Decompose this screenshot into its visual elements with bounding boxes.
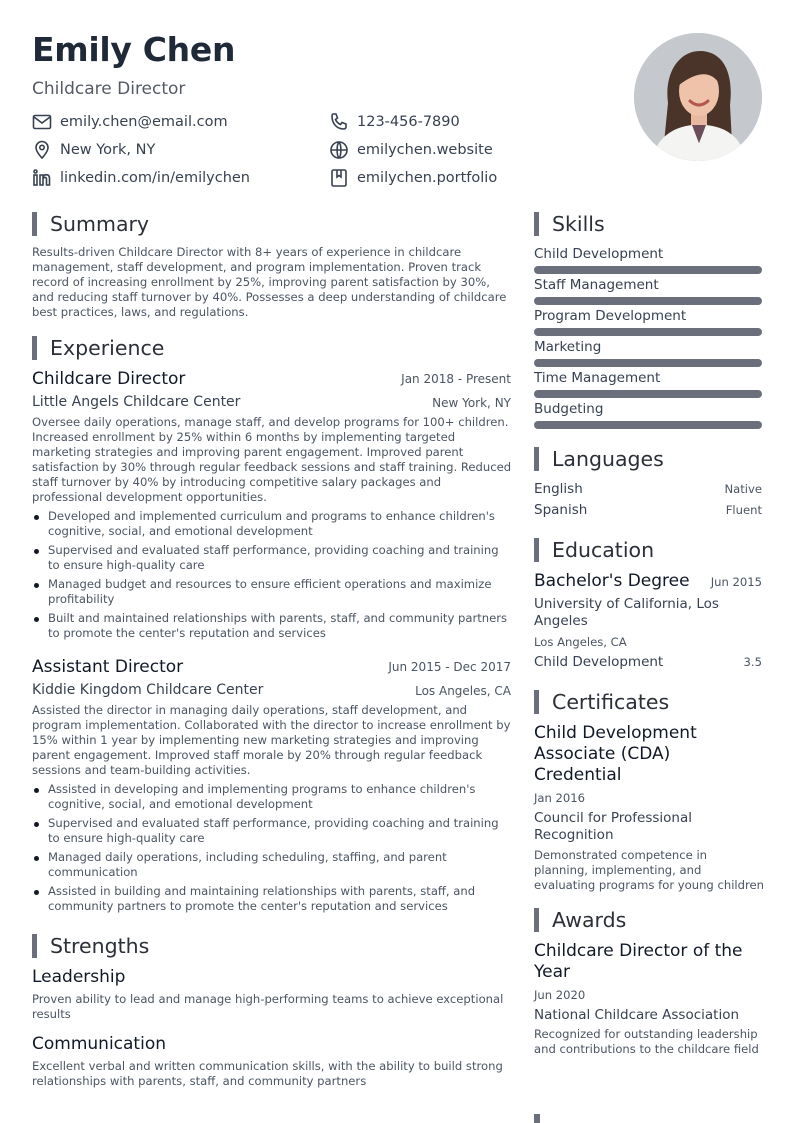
page-break-marker <box>534 1114 540 1123</box>
certificate-description: Demonstrated competence in planning, implementing, and evaluating programs for young children <box>534 848 764 892</box>
award-description: Recognized for outstanding leadership and contributions to the childcare field <box>534 1027 759 1056</box>
heading-accent-bar <box>534 690 539 714</box>
globe-icon <box>329 140 349 160</box>
heading-accent-bar <box>32 934 37 958</box>
summary-text: Results-driven Childcare Director with 8+ years of experience in childcare management, staff development, and program implementation. Proven track record of increasing enrollment by 25%, improving parent satisfaction by 30%, and reducing staff turnover by 40%. Possesses a deep understanding of childcare best practices, laws, and regulations. <box>32 245 507 319</box>
job-location: Los Angeles, CA <box>415 684 511 698</box>
skills-heading: Skills <box>534 212 605 236</box>
certificate-title: Child Development Associate (CDA) Credential <box>534 723 697 785</box>
field-of-study: Child Development <box>534 654 664 670</box>
strength-title: Communication <box>32 1034 166 1054</box>
skill-level-bar <box>534 266 762 274</box>
experience-heading: Experience <box>32 336 164 360</box>
awards-heading: Awards <box>534 908 626 932</box>
contact-linkedin[interactable] <box>32 168 250 188</box>
heading-accent-bar <box>534 908 539 932</box>
profile-photo <box>634 33 762 161</box>
language-level: Native <box>724 482 762 496</box>
job-title: Childcare Director <box>32 369 186 389</box>
linkedin-text: linkedin.com/in/emilychen <box>60 170 250 186</box>
job-title: Assistant Director <box>32 657 184 677</box>
languages-heading: Languages <box>534 447 664 471</box>
map-pin-icon <box>32 140 52 160</box>
heading-accent-bar <box>534 212 539 236</box>
list-item: Built and maintained relationships with parents, staff, and community partners to promote the center's reputation and services <box>32 611 512 641</box>
skill-name: Staff Management <box>534 277 659 293</box>
strength-title: Leadership <box>32 967 126 987</box>
summary-heading: Summary <box>32 212 149 236</box>
skill-name: Marketing <box>534 339 602 355</box>
language-name: English <box>534 481 583 497</box>
job-description: Oversee daily operations, manage staff, and develop programs for 100+ children. Increased enrollment by 25% within 6 months by implementing targeted marketing strategies and improving parent engagement. Improved parent satisfaction by 30% through regular feedback sessions and staff training. Reduced staff turnover by 40% by introducing competitive salary packages and professional development opportunities. <box>32 415 512 504</box>
phone-text: 123-456-7890 <box>357 114 460 130</box>
job-company: Little Angels Childcare Center <box>32 394 241 410</box>
bookmark-icon <box>329 168 349 188</box>
job-description: Assisted the director in managing daily operations, staff development, and program implementation. Collaborated with the director to increase enrollment by 15% within 1 year by implementing new marketing strategies and improving parent engagement. Improved staff morale by 20% through regular feedback sessions and team-building activities. <box>32 703 511 777</box>
strength-text: Excellent verbal and written communication skills, with the ability to build strong relationships with parents, staff, and community partners <box>32 1059 503 1088</box>
list-item: Assisted in building and maintaining relationships with parents, staff, and community partners to promote the center's reputation and services <box>32 884 512 914</box>
skill-name: Time Management <box>534 370 661 386</box>
job-bullets <box>32 509 512 645</box>
skill-name: Child Development <box>534 246 664 262</box>
skill-level-bar <box>534 421 762 429</box>
certificate-issuer: Council for Professional Recognition <box>534 810 692 843</box>
degree-title: Bachelor's Degree <box>534 571 690 591</box>
strength-text: Proven ability to lead and manage high-performing teams to achieve exceptional results <box>32 992 504 1021</box>
list-item: Developed and implemented curriculum and programs to enhance children's cognitive, social, and emotional development <box>32 509 512 539</box>
heading-accent-bar <box>32 336 37 360</box>
language-level: Fluent <box>725 503 762 517</box>
degree-date: Jun 2015 <box>710 575 762 589</box>
gpa: 3.5 <box>743 655 762 669</box>
heading-accent-bar <box>534 447 539 471</box>
mail-icon <box>32 112 52 132</box>
strengths-heading: Strengths <box>32 934 149 958</box>
contact-location <box>32 140 155 160</box>
location-text: New York, NY <box>60 142 156 158</box>
portfolio-text: emilychen.portfolio <box>357 170 498 186</box>
list-item: Supervised and evaluated staff performance, providing coaching and training to ensure high-quality care <box>32 816 512 846</box>
job-location: New York, NY <box>432 396 511 410</box>
language-name: Spanish <box>534 502 588 518</box>
contact-email[interactable] <box>32 112 228 132</box>
school-location: Los Angeles, CA <box>534 635 627 649</box>
job-dates: Jan 2018 - Present <box>401 372 511 386</box>
skill-level-bar <box>534 328 762 336</box>
list-item: Managed budget and resources to ensure efficient operations and maximize profitability <box>32 577 512 607</box>
list-item: Managed daily operations, including scheduling, staffing, and parent communication <box>32 850 512 880</box>
list-item: Assisted in developing and implementing programs to enhance children's cognitive, social, and emotional development <box>32 782 512 812</box>
candidate-name: Emily Chen <box>32 30 236 69</box>
certificates-heading: Certificates <box>534 690 669 714</box>
website-text: emilychen.website <box>357 142 493 158</box>
candidate-title: Childcare Director <box>32 79 186 99</box>
school-name: University of California, Los Angeles <box>534 596 719 629</box>
heading-accent-bar <box>534 538 539 562</box>
skill-level-bar <box>534 297 762 305</box>
list-item: Supervised and evaluated staff performance, providing coaching and training to ensure high-quality care <box>32 543 512 573</box>
job-bullets <box>32 782 512 918</box>
phone-icon <box>329 112 349 132</box>
job-dates: Jun 2015 - Dec 2017 <box>388 660 511 674</box>
skill-level-bar <box>534 359 762 367</box>
email-text: emily.chen@email.com <box>60 114 228 130</box>
award-issuer: National Childcare Association <box>534 1007 740 1023</box>
job-company: Kiddie Kingdom Childcare Center <box>32 682 264 698</box>
linkedin-icon <box>32 168 52 188</box>
skill-level-bar <box>534 390 762 398</box>
award-title: Childcare Director of the Year <box>534 941 743 982</box>
contact-website[interactable] <box>329 140 493 160</box>
award-date: Jun 2020 <box>534 988 586 1002</box>
skill-name: Program Development <box>534 308 687 324</box>
resume-header <box>32 30 632 99</box>
skill-name: Budgeting <box>534 401 604 417</box>
contact-portfolio[interactable] <box>329 168 497 188</box>
education-heading: Education <box>534 538 654 562</box>
heading-accent-bar <box>32 212 37 236</box>
certificate-date: Jan 2016 <box>534 791 586 805</box>
contact-phone[interactable] <box>329 112 460 132</box>
